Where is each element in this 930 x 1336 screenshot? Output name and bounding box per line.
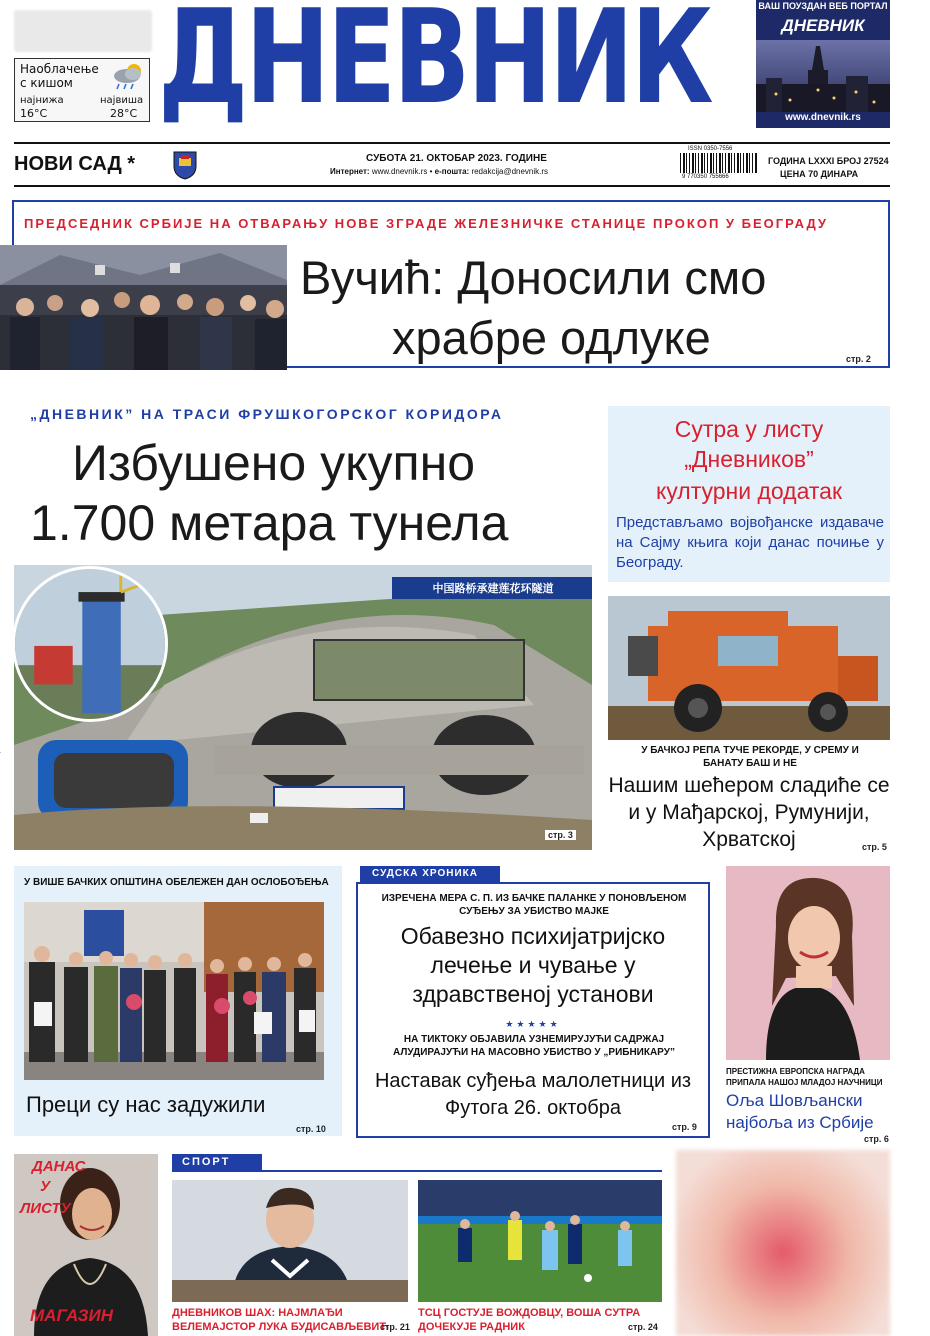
weather-line-1: Наоблачење — [20, 62, 99, 76]
weather-box — [14, 58, 150, 122]
scientist-headline[interactable]: Ољa Шовљански најбоља из Србије — [726, 1091, 874, 1132]
football-photo — [418, 1180, 662, 1302]
barcode-digits: 9 770350 755666 — [682, 174, 729, 180]
court-headline-1[interactable]: Обавезно психијатријско лечење и чување у здравственој установи — [400, 923, 666, 1007]
year-issue: ГОДИНА LXXXI БРОЈ 27524 — [768, 156, 889, 166]
sugar-kicker: У БАЧКОЈ РЕПА ТУЧЕ РЕКОРДЕ, У СРЕМУ И БАНАТУ БАШ И НЕ — [641, 745, 859, 769]
dateline-city: НОВИ САД * — [14, 153, 136, 175]
sport-tag: СПОРТ — [172, 1154, 262, 1172]
supplement-title-1: Сутра у листу — [674, 416, 824, 442]
tunnel-kicker: „ДНЕВНИК” НА ТРАСИ ФРУШКОГОРСКОГ КОРИДОРА — [30, 406, 504, 422]
court-page: стр. 9 — [672, 1122, 697, 1132]
liberation-group-photo — [24, 902, 324, 1080]
supplement-text: Представљамо војвођанске издаваче на Сајму књига који данас почиње у Београду. — [616, 514, 884, 571]
magazine-label-2: У — [40, 1178, 51, 1195]
portal-name: ДНЕВНИК — [781, 16, 865, 35]
weather-min-temp: 16°C — [20, 107, 48, 120]
internet-url[interactable]: www.dnevnik.rs — [371, 167, 428, 176]
portal-tagline: ВАШ ПОУЗДАН ВЕБ ПОРТАЛ — [758, 1, 888, 11]
blurred-ad-bottom-right — [676, 1150, 890, 1336]
scientist-photo — [726, 866, 890, 1060]
weather-max-temp: 28°C — [110, 107, 138, 120]
dateline-rule-top — [14, 142, 890, 144]
blurred-ad-top-left — [14, 10, 152, 52]
magazine-name: МАГАЗИН — [30, 1306, 114, 1325]
supplement-title-3: културни додатак — [655, 478, 843, 504]
tunnel-banner-text: 中国路桥承建莲花环隧道 — [432, 583, 554, 595]
weather-max-label: највиша — [100, 95, 144, 106]
court-kicker-1: ИЗРЕЧЕНА МЕРА С. П. ИЗ БАЧКЕ ПАЛАНКЕ У ПОНОВЉЕНОМ СУЂЕЊУ ЗА УБИСТВО МАЈКЕ — [381, 893, 687, 917]
masthead-title: ДНЕВНИК — [158, 0, 711, 133]
barcode — [680, 153, 758, 173]
football-headline[interactable]: ТСЦ ГОСТУЈЕ ВОЖДОВЦУ, ВОША СУТРА ДОЧЕКУЈЕ РАДНИК — [418, 1307, 641, 1333]
tunnel-photo-credit — [0, 743, 1, 790]
dateline-date: СУБОТА 21. ОКТОБАР 2023. ГОДИНЕ — [366, 153, 547, 164]
football-page: стр. 24 — [628, 1322, 658, 1332]
city-night-image — [756, 40, 890, 112]
dateline-rule-bottom — [14, 185, 890, 187]
lead-headline-2[interactable]: храбре одлуке — [392, 311, 711, 364]
scientist-kicker: ПРЕСТИЖНА ЕВРОПСКА НАГРАДА ПРИПАЛА НАШОЈ МЛАДОЈ НАУЧНИЦИ — [726, 1067, 883, 1087]
chess-page: стр. 21 — [380, 1322, 410, 1332]
portal-url[interactable]: www.dnevnik.rs — [785, 112, 861, 123]
lead-page: стр. 2 — [846, 354, 871, 364]
harvester-photo — [608, 596, 890, 740]
court-kicker-2: НА ТИКТОКУ ОБЈАВИЛА УЗНЕМИРУЈУЋИ САДРЖАЈ АЛУДИРАЈУЋИ НА МАСОВНО УБИСТВО У „РИБНИКАРУ” — [393, 1034, 675, 1058]
portal-box[interactable] — [756, 0, 890, 128]
city-crest-icon — [172, 150, 198, 180]
magazine-label-1: ДАНАС — [32, 1158, 86, 1175]
chess-headline[interactable]: ДНЕВНИКОВ ШАХ: НАЈМЛАЂИ ВЕЛЕМАЈСТОР ЛУКА БУДИСАВЉЕВИЋ — [172, 1307, 389, 1333]
court-stars: ★★★★★ — [505, 1019, 561, 1029]
scientist-page: стр. 6 — [864, 1134, 889, 1144]
email-label: е-пошта: — [434, 167, 470, 176]
email-address[interactable]: redakcija@dnevnik.rs — [471, 167, 549, 176]
supplement-title-2: „Дневников” — [684, 446, 814, 472]
tunnel-headline-1[interactable]: Избушено укупно — [72, 435, 476, 491]
tunnel-inset-photo — [12, 566, 168, 722]
sugar-headline[interactable]: Нашим шећером сладиће се и у Мађарској, Румунији, Хрватској — [608, 774, 890, 851]
court-headline-2[interactable]: Наставак суђења малолетници из Футога 26. октобра — [374, 1070, 692, 1119]
magazine-label-3: ЛИСТУ — [20, 1200, 71, 1217]
liberation-page: стр. 10 — [296, 1124, 326, 1134]
liberation-headline[interactable]: Преци су нас задужили — [26, 1092, 266, 1117]
chess-photo — [172, 1180, 408, 1302]
issn-text: ISSN 0350-7556 — [688, 146, 733, 152]
lead-kicker: ПРЕДСЕДНИК СРБИЈЕ НА ОТВАРАЊУ НОВЕ ЗГРАДЕ ЖЕЛЕЗНИЧКЕ СТАНИЦЕ ПРОКОП У БЕОГРАДУ — [24, 216, 829, 231]
price: ЦЕНА 70 ДИНАРА — [780, 169, 859, 179]
lead-crowd-photo — [0, 245, 287, 370]
tunnel-headline-2[interactable]: 1.700 метара тунела — [30, 495, 509, 551]
court-tag: СУДСКА ХРОНИКА — [360, 866, 500, 882]
weather-min-label: најнижа — [20, 95, 64, 106]
sport-rule — [172, 1170, 662, 1172]
dateline-contacts: Интернет: www.dnevnik.rs • е-пошта: redakcija@dnevnik.rs — [330, 167, 549, 176]
liberation-kicker: У ВИШЕ БАЧКИХ ОПШТИНА ОБЕЛЕЖЕН ДАН ОСЛОБОЂЕЊА — [24, 877, 329, 888]
internet-label: Интернет: — [330, 167, 370, 176]
weather-line-2: с кишом — [20, 76, 73, 90]
lead-headline-1[interactable]: Вучић: Доносили смо — [300, 251, 767, 304]
cloud-rain-icon — [109, 61, 147, 91]
sugar-page: стр. 5 — [862, 842, 887, 852]
tunnel-page: стр. 3 — [545, 830, 576, 840]
